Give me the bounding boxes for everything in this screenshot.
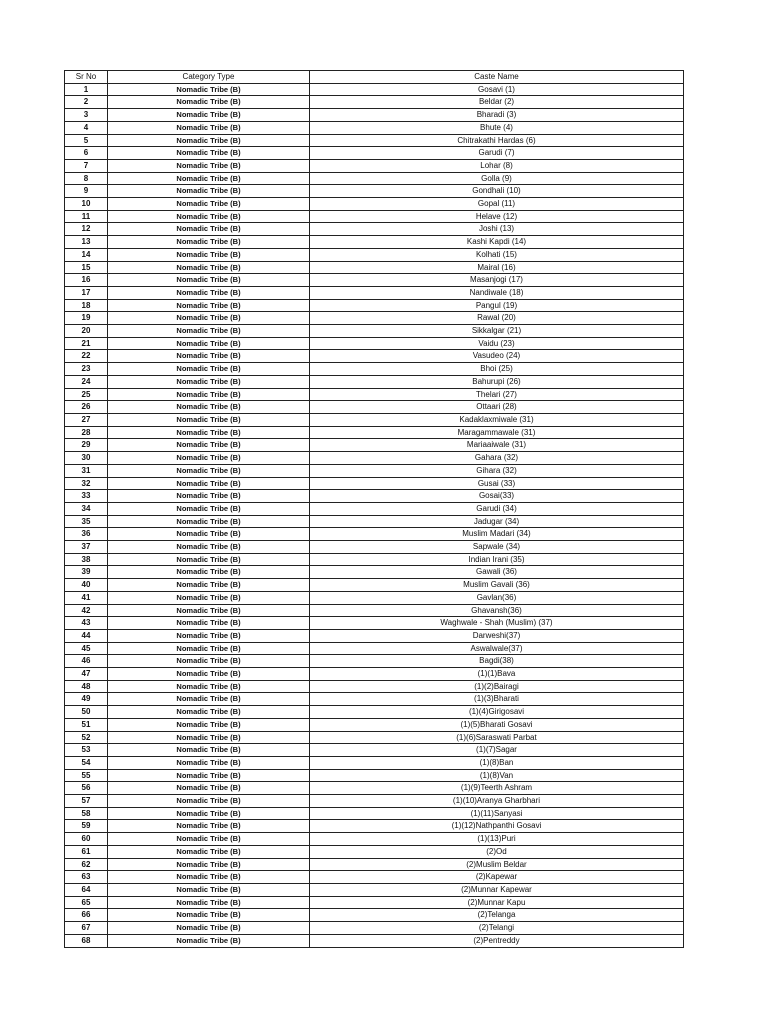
table-row: [65, 363, 684, 376]
category-cell: Nomadic Tribe (B): [108, 172, 310, 185]
table-row: [65, 502, 684, 515]
table-row: [65, 896, 684, 909]
caste-name-cell: Kadaklaxmiwale (31): [310, 413, 684, 426]
caste-name-cell: (1)(5)Bharati Gosavi: [310, 718, 684, 731]
category-cell: Nomadic Tribe (B): [108, 121, 310, 134]
caste-name-cell: (1)(13)Puri: [310, 833, 684, 846]
table-row: [65, 274, 684, 287]
table-row: [65, 655, 684, 668]
table-row: [65, 693, 684, 706]
sr-no-cell: 51: [65, 718, 108, 731]
caste-name-cell: Garudi (7): [310, 147, 684, 160]
category-cell: Nomadic Tribe (B): [108, 617, 310, 630]
table-row: [65, 96, 684, 109]
caste-name-cell: (2)Muslim Beldar: [310, 858, 684, 871]
sr-no-cell: 23: [65, 363, 108, 376]
caste-name-cell: Garudi (34): [310, 502, 684, 515]
category-cell: Nomadic Tribe (B): [108, 718, 310, 731]
table-row: [65, 223, 684, 236]
caste-table: [64, 70, 684, 948]
category-cell: Nomadic Tribe (B): [108, 642, 310, 655]
table-row: [65, 731, 684, 744]
category-cell: Nomadic Tribe (B): [108, 629, 310, 642]
caste-name-cell: Nandiwale (18): [310, 286, 684, 299]
caste-name-cell: (2)Kapewar: [310, 871, 684, 884]
category-cell: Nomadic Tribe (B): [108, 884, 310, 897]
table-row: [65, 134, 684, 147]
caste-name-cell: Ghavansh(36): [310, 604, 684, 617]
caste-name-cell: Gahara (32): [310, 452, 684, 465]
sr-no-cell: 65: [65, 896, 108, 909]
sr-no-cell: 20: [65, 325, 108, 338]
sr-no-cell: 22: [65, 350, 108, 363]
caste-name-cell: Gosai(33): [310, 490, 684, 503]
table-row: [65, 464, 684, 477]
category-cell: Nomadic Tribe (B): [108, 159, 310, 172]
table-row: [65, 452, 684, 465]
category-cell: Nomadic Tribe (B): [108, 363, 310, 376]
sr-no-cell: 44: [65, 629, 108, 642]
caste-name-cell: Gihara (32): [310, 464, 684, 477]
caste-list-sheet: [64, 70, 684, 948]
caste-name-cell: (2)Od: [310, 845, 684, 858]
category-cell: Nomadic Tribe (B): [108, 401, 310, 414]
table-row: [65, 629, 684, 642]
table-row: [65, 286, 684, 299]
sr-no-cell: 12: [65, 223, 108, 236]
sr-no-cell: 21: [65, 337, 108, 350]
caste-name-cell: Gawali (36): [310, 566, 684, 579]
sr-no-cell: 6: [65, 147, 108, 160]
sr-no-cell: 31: [65, 464, 108, 477]
caste-name-cell: Gondhali (10): [310, 185, 684, 198]
sr-no-cell: 39: [65, 566, 108, 579]
caste-name-cell: (2)Pentreddy: [310, 934, 684, 947]
sr-no-cell: 33: [65, 490, 108, 503]
sr-no-cell: 8: [65, 172, 108, 185]
category-cell: Nomadic Tribe (B): [108, 375, 310, 388]
sr-no-cell: 46: [65, 655, 108, 668]
table-row: [65, 147, 684, 160]
category-cell: Nomadic Tribe (B): [108, 426, 310, 439]
category-cell: Nomadic Tribe (B): [108, 795, 310, 808]
table-row: [65, 426, 684, 439]
table-row: [65, 299, 684, 312]
sr-no-cell: 1: [65, 83, 108, 96]
caste-name-cell: Chitrakathi Hardas (6): [310, 134, 684, 147]
category-cell: Nomadic Tribe (B): [108, 680, 310, 693]
sr-no-cell: 62: [65, 858, 108, 871]
table-row: [65, 858, 684, 871]
caste-name-cell: Muslim Gavali (36): [310, 579, 684, 592]
caste-name-cell: Masanjogi (17): [310, 274, 684, 287]
sr-no-cell: 27: [65, 413, 108, 426]
category-cell: Nomadic Tribe (B): [108, 871, 310, 884]
sr-no-cell: 63: [65, 871, 108, 884]
category-cell: Nomadic Tribe (B): [108, 706, 310, 719]
table-row: [65, 909, 684, 922]
category-cell: Nomadic Tribe (B): [108, 756, 310, 769]
table-row: [65, 83, 684, 96]
caste-name-cell: Joshi (13): [310, 223, 684, 236]
table-row: [65, 185, 684, 198]
sr-no-cell: 41: [65, 591, 108, 604]
caste-name-cell: (2)Telanga: [310, 909, 684, 922]
caste-name-cell: (2)Munnar Kapu: [310, 896, 684, 909]
category-cell: Nomadic Tribe (B): [108, 833, 310, 846]
caste-name-cell: (1)(10)Aranya Gharbhari: [310, 795, 684, 808]
table-row: [65, 820, 684, 833]
table-row: [65, 668, 684, 681]
sr-no-cell: 34: [65, 502, 108, 515]
caste-name-cell: (1)(6)Saraswati Parbat: [310, 731, 684, 744]
caste-name-cell: Sikkalgar (21): [310, 325, 684, 338]
category-cell: Nomadic Tribe (B): [108, 452, 310, 465]
table-row: [65, 591, 684, 604]
category-cell: Nomadic Tribe (B): [108, 528, 310, 541]
table-row: [65, 756, 684, 769]
table-row: [65, 515, 684, 528]
caste-name-cell: Bahurupi (26): [310, 375, 684, 388]
category-cell: Nomadic Tribe (B): [108, 922, 310, 935]
sr-no-cell: 59: [65, 820, 108, 833]
category-cell: Nomadic Tribe (B): [108, 134, 310, 147]
caste-name-cell: Jadugar (34): [310, 515, 684, 528]
table-row: [65, 388, 684, 401]
table-row: [65, 325, 684, 338]
category-cell: Nomadic Tribe (B): [108, 693, 310, 706]
caste-name-cell: (1)(2)Bairagi: [310, 680, 684, 693]
caste-name-cell: Bharadi (3): [310, 109, 684, 122]
category-cell: Nomadic Tribe (B): [108, 744, 310, 757]
category-cell: Nomadic Tribe (B): [108, 731, 310, 744]
caste-name-cell: Sapwale (34): [310, 541, 684, 554]
category-cell: Nomadic Tribe (B): [108, 185, 310, 198]
table-row: [65, 845, 684, 858]
table-row: [65, 718, 684, 731]
table-row: [65, 248, 684, 261]
header-caste-name: Caste Name: [310, 71, 684, 84]
table-row: [65, 744, 684, 757]
sr-no-cell: 36: [65, 528, 108, 541]
category-cell: Nomadic Tribe (B): [108, 413, 310, 426]
category-cell: Nomadic Tribe (B): [108, 337, 310, 350]
category-cell: Nomadic Tribe (B): [108, 934, 310, 947]
caste-name-cell: Gopal (11): [310, 198, 684, 211]
sr-no-cell: 58: [65, 807, 108, 820]
caste-name-cell: (1)(7)Sagar: [310, 744, 684, 757]
caste-name-cell: Kashi Kapdi (14): [310, 236, 684, 249]
table-row: [65, 541, 684, 554]
sr-no-cell: 17: [65, 286, 108, 299]
caste-name-cell: Gavlan(36): [310, 591, 684, 604]
category-cell: Nomadic Tribe (B): [108, 286, 310, 299]
caste-name-cell: (1)(9)Teerth Ashram: [310, 782, 684, 795]
sr-no-cell: 26: [65, 401, 108, 414]
caste-name-cell: Bhute (4): [310, 121, 684, 134]
caste-name-cell: (1)(8)Ban: [310, 756, 684, 769]
caste-name-cell: (1)(1)Bava: [310, 668, 684, 681]
caste-name-cell: Beldar (2): [310, 96, 684, 109]
sr-no-cell: 32: [65, 477, 108, 490]
table-row: [65, 401, 684, 414]
caste-name-cell: (1)(12)Nathpanthi Gosavi: [310, 820, 684, 833]
caste-name-cell: Vasudeo (24): [310, 350, 684, 363]
sr-no-cell: 48: [65, 680, 108, 693]
sr-no-cell: 29: [65, 439, 108, 452]
category-cell: Nomadic Tribe (B): [108, 312, 310, 325]
caste-name-cell: Darweshi(37): [310, 629, 684, 642]
sr-no-cell: 28: [65, 426, 108, 439]
sr-no-cell: 30: [65, 452, 108, 465]
caste-name-cell: Mariaaiwale (31): [310, 439, 684, 452]
caste-name-cell: Muslim Madari (34): [310, 528, 684, 541]
category-cell: Nomadic Tribe (B): [108, 909, 310, 922]
category-cell: Nomadic Tribe (B): [108, 490, 310, 503]
table-row: [65, 121, 684, 134]
sr-no-cell: 47: [65, 668, 108, 681]
table-row: [65, 236, 684, 249]
sr-no-cell: 42: [65, 604, 108, 617]
table-row: [65, 198, 684, 211]
table-row: [65, 375, 684, 388]
table-row: [65, 350, 684, 363]
sr-no-cell: 15: [65, 261, 108, 274]
caste-name-cell: (1)(4)Girigosavi: [310, 706, 684, 719]
category-cell: Nomadic Tribe (B): [108, 579, 310, 592]
sr-no-cell: 7: [65, 159, 108, 172]
caste-name-cell: Ottaari (28): [310, 401, 684, 414]
sr-no-cell: 66: [65, 909, 108, 922]
sr-no-cell: 38: [65, 553, 108, 566]
category-cell: Nomadic Tribe (B): [108, 566, 310, 579]
caste-name-cell: Kolhati (15): [310, 248, 684, 261]
category-cell: Nomadic Tribe (B): [108, 96, 310, 109]
table-row: [65, 782, 684, 795]
category-cell: Nomadic Tribe (B): [108, 261, 310, 274]
category-cell: Nomadic Tribe (B): [108, 604, 310, 617]
table-row: [65, 706, 684, 719]
table-row: [65, 934, 684, 947]
table-row: [65, 490, 684, 503]
sr-no-cell: 52: [65, 731, 108, 744]
category-cell: Nomadic Tribe (B): [108, 553, 310, 566]
caste-name-cell: Lohar (8): [310, 159, 684, 172]
sr-no-cell: 16: [65, 274, 108, 287]
category-cell: Nomadic Tribe (B): [108, 210, 310, 223]
category-cell: Nomadic Tribe (B): [108, 591, 310, 604]
sr-no-cell: 53: [65, 744, 108, 757]
sr-no-cell: 4: [65, 121, 108, 134]
caste-name-cell: Indian Irani (35): [310, 553, 684, 566]
header-row: [65, 71, 684, 84]
table-row: [65, 210, 684, 223]
category-cell: Nomadic Tribe (B): [108, 248, 310, 261]
table-row: [65, 680, 684, 693]
sr-no-cell: 45: [65, 642, 108, 655]
table-row: [65, 477, 684, 490]
header-sr-no: Sr No: [65, 71, 108, 84]
sr-no-cell: 9: [65, 185, 108, 198]
sr-no-cell: 25: [65, 388, 108, 401]
category-cell: Nomadic Tribe (B): [108, 439, 310, 452]
caste-name-cell: Vaidu (23): [310, 337, 684, 350]
category-cell: Nomadic Tribe (B): [108, 858, 310, 871]
sr-no-cell: 68: [65, 934, 108, 947]
category-cell: Nomadic Tribe (B): [108, 325, 310, 338]
table-row: [65, 884, 684, 897]
caste-name-cell: (1)(8)Van: [310, 769, 684, 782]
sr-no-cell: 13: [65, 236, 108, 249]
sr-no-cell: 49: [65, 693, 108, 706]
caste-name-cell: Gusai (33): [310, 477, 684, 490]
category-cell: Nomadic Tribe (B): [108, 502, 310, 515]
sr-no-cell: 61: [65, 845, 108, 858]
caste-name-cell: (1)(11)Sanyasi: [310, 807, 684, 820]
sr-no-cell: 5: [65, 134, 108, 147]
table-row: [65, 579, 684, 592]
category-cell: Nomadic Tribe (B): [108, 236, 310, 249]
category-cell: Nomadic Tribe (B): [108, 769, 310, 782]
category-cell: Nomadic Tribe (B): [108, 782, 310, 795]
table-row: [65, 553, 684, 566]
sr-no-cell: 10: [65, 198, 108, 211]
category-cell: Nomadic Tribe (B): [108, 541, 310, 554]
category-cell: Nomadic Tribe (B): [108, 198, 310, 211]
sr-no-cell: 50: [65, 706, 108, 719]
table-row: [65, 172, 684, 185]
category-cell: Nomadic Tribe (B): [108, 820, 310, 833]
category-cell: Nomadic Tribe (B): [108, 147, 310, 160]
sr-no-cell: 37: [65, 541, 108, 554]
category-cell: Nomadic Tribe (B): [108, 477, 310, 490]
caste-name-cell: (2)Munnar Kapewar: [310, 884, 684, 897]
caste-name-cell: Golla (9): [310, 172, 684, 185]
table-row: [65, 261, 684, 274]
category-cell: Nomadic Tribe (B): [108, 350, 310, 363]
sr-no-cell: 35: [65, 515, 108, 528]
caste-name-cell: Aswalwale(37): [310, 642, 684, 655]
table-row: [65, 871, 684, 884]
header-category-type: Category Type: [108, 71, 310, 84]
category-cell: Nomadic Tribe (B): [108, 83, 310, 96]
caste-name-cell: Waghwale - Shah (Muslim) (37): [310, 617, 684, 630]
sr-no-cell: 3: [65, 109, 108, 122]
category-cell: Nomadic Tribe (B): [108, 845, 310, 858]
sr-no-cell: 64: [65, 884, 108, 897]
caste-name-cell: Maragammawale (31): [310, 426, 684, 439]
category-cell: Nomadic Tribe (B): [108, 668, 310, 681]
caste-name-cell: Bhoi (25): [310, 363, 684, 376]
category-cell: Nomadic Tribe (B): [108, 388, 310, 401]
table-row: [65, 566, 684, 579]
caste-name-cell: Rawal (20): [310, 312, 684, 325]
caste-name-cell: Bagdi(38): [310, 655, 684, 668]
table-row: [65, 312, 684, 325]
table-row: [65, 617, 684, 630]
sr-no-cell: 57: [65, 795, 108, 808]
table-row: [65, 642, 684, 655]
table-row: [65, 604, 684, 617]
category-cell: Nomadic Tribe (B): [108, 299, 310, 312]
caste-name-cell: (2)Telangi: [310, 922, 684, 935]
sr-no-cell: 67: [65, 922, 108, 935]
category-cell: Nomadic Tribe (B): [108, 274, 310, 287]
sr-no-cell: 11: [65, 210, 108, 223]
caste-name-cell: Thelari (27): [310, 388, 684, 401]
category-cell: Nomadic Tribe (B): [108, 464, 310, 477]
table-row: [65, 528, 684, 541]
sr-no-cell: 24: [65, 375, 108, 388]
sr-no-cell: 40: [65, 579, 108, 592]
table-row: [65, 833, 684, 846]
table-row: [65, 337, 684, 350]
caste-name-cell: (1)(3)Bharati: [310, 693, 684, 706]
table-row: [65, 159, 684, 172]
category-cell: Nomadic Tribe (B): [108, 896, 310, 909]
sr-no-cell: 43: [65, 617, 108, 630]
table-row: [65, 769, 684, 782]
table-row: [65, 922, 684, 935]
sr-no-cell: 60: [65, 833, 108, 846]
sr-no-cell: 54: [65, 756, 108, 769]
table-body: [65, 83, 684, 947]
table-row: [65, 795, 684, 808]
sr-no-cell: 2: [65, 96, 108, 109]
sr-no-cell: 14: [65, 248, 108, 261]
category-cell: Nomadic Tribe (B): [108, 223, 310, 236]
table-row: [65, 413, 684, 426]
caste-name-cell: Pangul (19): [310, 299, 684, 312]
sr-no-cell: 56: [65, 782, 108, 795]
caste-name-cell: Helave (12): [310, 210, 684, 223]
table-row: [65, 807, 684, 820]
category-cell: Nomadic Tribe (B): [108, 515, 310, 528]
category-cell: Nomadic Tribe (B): [108, 807, 310, 820]
category-cell: Nomadic Tribe (B): [108, 109, 310, 122]
sr-no-cell: 19: [65, 312, 108, 325]
sr-no-cell: 18: [65, 299, 108, 312]
category-cell: Nomadic Tribe (B): [108, 655, 310, 668]
caste-name-cell: Gosavi (1): [310, 83, 684, 96]
caste-name-cell: Mairal (16): [310, 261, 684, 274]
sr-no-cell: 55: [65, 769, 108, 782]
table-row: [65, 109, 684, 122]
table-row: [65, 439, 684, 452]
